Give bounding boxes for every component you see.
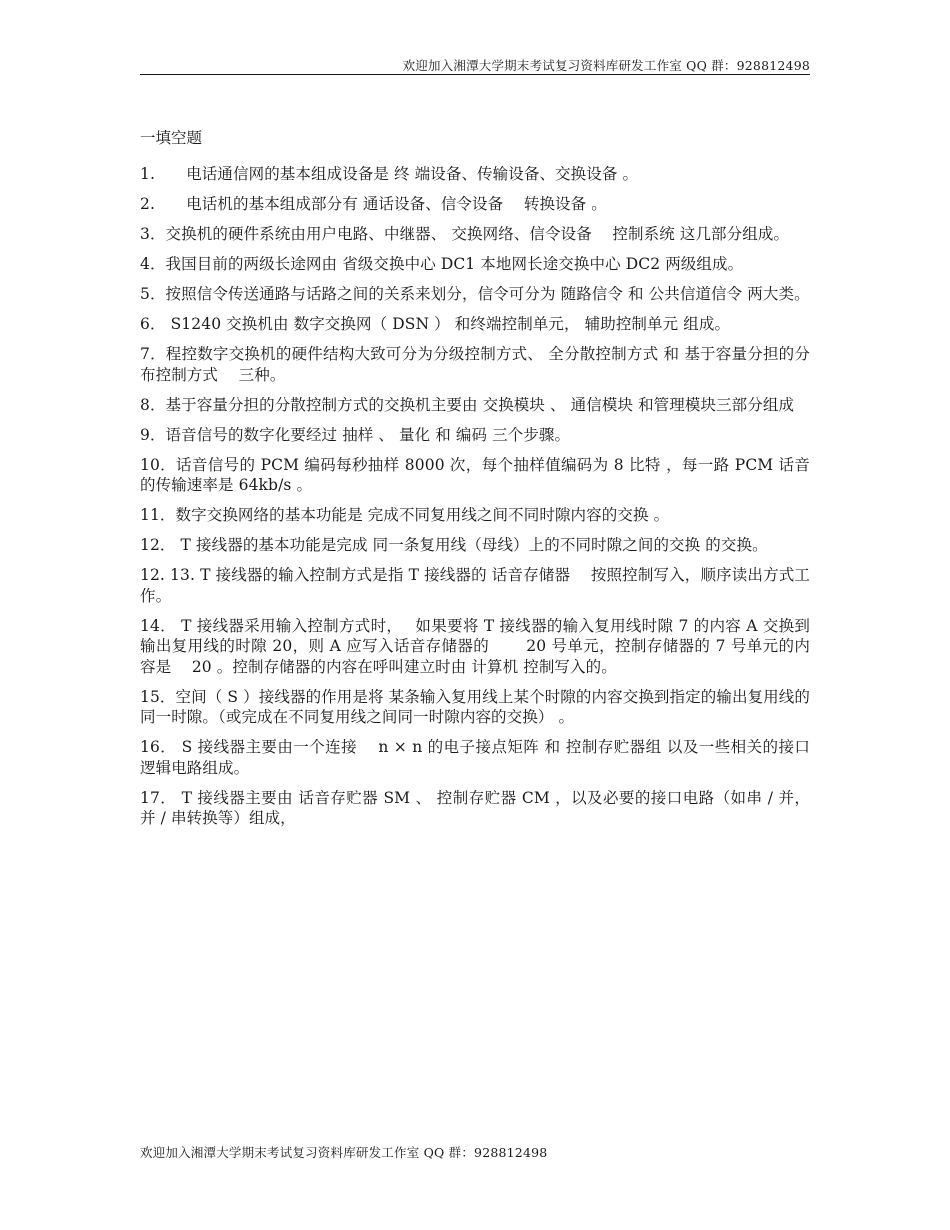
document-body	[140, 126, 810, 838]
question-11: 11．数字交换网络的基本功能是 完成不同复用线之间不同时隙内容的交换 。	[140, 506, 670, 524]
question-2: 2. 电话机的基本组成部分有 通话设备、信令设备 转换设备 。	[140, 195, 607, 213]
question-13: 12. 13. T 接线器的输入控制方式是指 T 接线器的 话音存储器 按照控制写入，顺序读出方式工作。	[140, 566, 810, 605]
question-1: 1. 电话通信网的基本组成设备是 终 端设备、传输设备、交换设备 。	[140, 165, 639, 183]
question-8: 8．基于容量分担的分散控制方式的交换机主要由 交换模块 、 通信模块 和管理模块三部分组成	[140, 395, 795, 414]
question-3: 3．交换机的硬件系统由用户电路、中继器、 交换网络、信令设备 控制系统 这几部分组成。	[140, 225, 790, 243]
question-15: 15．空间（ S ）接线器的作用是将 某条输入复用线上某个时隙的内容交换到指定的输出复用线的同一时隙。（或完成在不同复用线之间同一时隙内容的交换） 。	[140, 687, 810, 726]
page-footer: 欢迎加入湘潭大学期末考试复习资料库研发工作室 QQ 群：928812498	[140, 1145, 548, 1160]
question-6: 6． S1240 交换机由 数字交换网（ DSN ） 和终端控制单元， 辅助控制单元 组成。	[140, 315, 731, 333]
header-divider	[140, 74, 810, 75]
section-title: 一填空题	[140, 129, 203, 147]
question-9: 9．语音信号的数字化要经过 抽样 、 量化 和 编码 三个步骤。	[140, 425, 571, 444]
question-12: 12． T 接线器的基本功能是完成 同一条复用线（母线）上的不同时隙之间的交换 的交换。	[140, 536, 768, 554]
page-header: 欢迎加入湘潭大学期末考试复习资料库研发工作室 QQ 群：928812498	[402, 58, 810, 73]
question-14: 14． T 接线器采用输入控制方式时， 如果要将 T 接线器的输入复用线时隙 7 的内容 A 交换到输出复用线的时隙 20，则 A 应写入话音存储器的 20 号单元，控制存储器的 7 号单元的内容是 20 。控制存储器的内容在呼叫建立时由 计算机 控制写入的。	[140, 616, 810, 676]
question-5: 5．按照信令传送通路与话路之间的关系来划分，信令可分为 随路信令 和 公共信道信令 两大类。	[140, 285, 810, 303]
question-17: 17． T 接线器主要由 话音存贮器 SM 、 控制存贮器 CM ，以及必要的接口电路（如串 / 并，并 / 串转换等）组成，	[140, 788, 810, 827]
question-10: 10．话音信号的 PCM 编码每秒抽样 8000 次，每个抽样值编码为 8 比特 ，每一路 PCM 话音的传输速率是 64kb/s 。	[140, 455, 810, 494]
question-4: 4．我国目前的两级长途网由 省级交换中心 DC1 本地网长途交换中心 DC2 两级组成。	[140, 255, 744, 273]
question-7: 7．程控数字交换机的硬件结构大致可分为分级控制方式、 全分散控制方式 和 基于容量分担的分布控制方式 三种。	[140, 345, 810, 384]
question-16: 16． S 接线器主要由一个连接 n × n 的电子接点矩阵 和 控制存贮器组 以及一些相关的接口逻辑电路组成。	[140, 738, 810, 777]
